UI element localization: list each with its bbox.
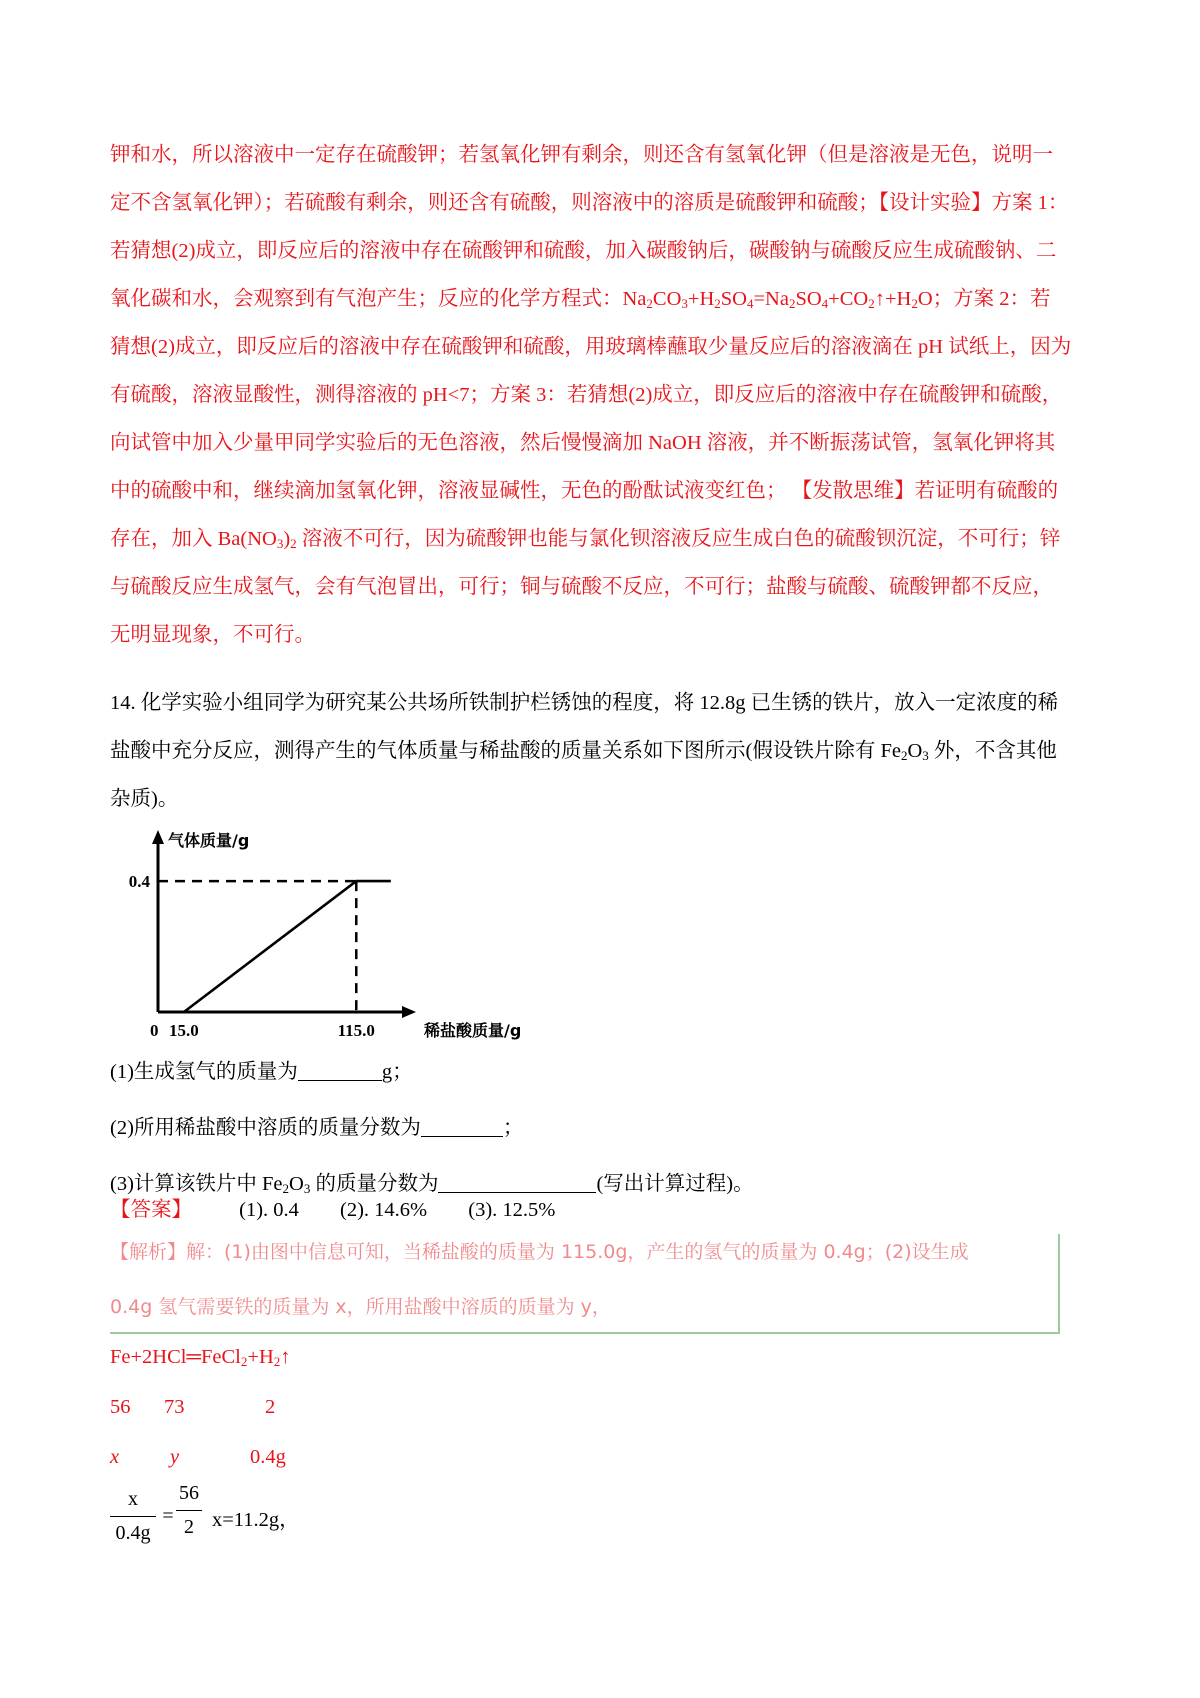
text-segment: (1)生成氢气的质量为 (110, 1061, 298, 1083)
fraction-denominator: 0.4g (115, 1522, 151, 1544)
text-segment: (3)计算该铁片中 Fe (110, 1173, 283, 1195)
unknown-value: x (110, 1446, 120, 1468)
fraction-numerator: 56 (179, 1482, 199, 1504)
sub-question-2 (110, 1100, 1100, 1156)
text-segment: 盐酸中充分反应，测得产生的气体质量与稀盐酸的质量关系如下图所示(假设铁片除有 Fe (110, 740, 901, 762)
question-line: 盐酸中充分反应，测得产生的气体质量与稀盐酸的质量关系如下图所示(假设铁片除有 $Fe_2O_3$ 外，不含其他 (110, 740, 1057, 763)
fraction-bar (176, 1510, 202, 1511)
equals-sign: = (162, 1505, 174, 1527)
text-line-formula: 存在，加入 $Ba(NO_3)_2$ 溶液不可行，因为硫酸钾也能与氯化钡溶液反应生成白色的硫酸钡沉淀，不可行；锌 (110, 528, 1061, 551)
answer-item: (2). 14.6% (340, 1199, 428, 1221)
solution-13-text (110, 131, 1100, 659)
answer-label: 【答案】 (110, 1199, 192, 1221)
text-segment: 的质量分数为 (315, 1173, 439, 1195)
text-line: 中的硫酸中和，继续滴加氢氧化钾，溶液显碱性，无色的酚酞试液变红色； 【发散思维】若证明有硫酸的 (110, 480, 1059, 502)
text-line-equation: 氧化碳和水，会观察到有气泡产生；反应的化学方程式：$Na_2CO_3+H_2SO_4=Na_2SO_4+CO_2↑+H_2O$；方案 2：若 (110, 288, 1051, 311)
mass-value: 2 (265, 1396, 276, 1418)
y-axis-label: 气体质量/g (168, 831, 250, 850)
fraction-bar (110, 1516, 156, 1517)
text-line: 有硫酸，溶液显酸性，测得溶液的 pH<7；方案 3：若猜想(2)成立，即反应后的溶液中存在硫酸钾和硫酸， (110, 384, 1063, 406)
analysis-block (110, 1234, 1060, 1334)
answer-blank[interactable] (421, 1116, 503, 1137)
question-line: 杂质)。 (110, 788, 179, 810)
y-axis-arrow (152, 830, 164, 844)
text-line: 钾和水，所以溶液中一定存在硫酸钾；若氢氧化钾有剩余，则还含有氢氧化钾（但是溶液是无色，说明一 (110, 144, 1053, 166)
text-segment: 溶液不可行，因为硫酸钾也能与氯化钡溶液反应生成白色的硫酸钡沉淀，不可行；锌 (296, 528, 1061, 550)
result-value: x=11.2g， (212, 1509, 300, 1531)
answer-line (110, 1192, 591, 1222)
gas-mass-chart (128, 822, 538, 1040)
answer-item: (3). 12.5% (468, 1199, 556, 1221)
x-tick-label: 115.0 (337, 1021, 375, 1040)
origin-label: 0 (150, 1021, 159, 1040)
text-segment: g； (381, 1061, 413, 1083)
x-axis-arrow (402, 1006, 416, 1018)
sub-questions (110, 1044, 1100, 1212)
text-segment: ↑ (280, 1346, 291, 1368)
text-segment: 外，不含其他 (933, 740, 1057, 762)
text-segment: ； (502, 1117, 524, 1139)
analysis-line: 0.4g 氢气需要铁的质量为 x，所用盐酸中溶质的质量为 y， (110, 1296, 611, 1318)
fraction-denominator: 2 (184, 1516, 194, 1538)
unknown-value: y (170, 1446, 180, 1468)
text-line: 向试管中加入少量甲同学实验后的无色溶液，然后慢慢滴加 NaOH 溶液，并不断振荡试管，氢氧化钾将其 (110, 432, 1056, 454)
mass-value: 56 (110, 1396, 131, 1418)
text-segment: (写出计算过程)。 (596, 1173, 754, 1195)
text-line: 若猜想(2)成立，即反应后的溶液中存在硫酸钾和硫酸，加入碳酸钠后，碳酸钠与硫酸反应生成硫酸钠、二 (110, 240, 1057, 262)
fraction-numerator: x (128, 1488, 138, 1510)
answer-blank[interactable] (438, 1172, 596, 1193)
text-segment: Fe+2HCl═FeCl (110, 1346, 241, 1368)
series-line (184, 881, 391, 1012)
text-segment: (2)所用稀盐酸中溶质的质量分数为 (110, 1117, 421, 1139)
question-line: 14. 化学实验小组同学为研究某公共场所铁制护栏锈蚀的程度，将 12.8g 已生锈的铁片，放入一定浓度的稀 (110, 692, 1059, 714)
text-segment: +H (247, 1346, 274, 1368)
text-line: 定不含氢氧化钾）；若硫酸有剩余，则还含有硫酸，则溶液中的溶质是硫酸钾和硫酸；【设计实验】方案 1： (110, 192, 1069, 214)
sub-question-1 (110, 1044, 1100, 1100)
y-tick-label: 0.4 (128, 872, 150, 892)
reaction-equation: $Fe+2HCl═FeCl_2+H_2↑$ (110, 1346, 291, 1369)
sub-question-3: (3)计算该铁片中 $Fe_2O_3$ 的质量分数为 (写出计算过程)。 (110, 1173, 754, 1196)
text-line: 与硫酸反应生成氢气，会有气泡冒出，可行；铜与硫酸不反应，不可行；盐酸与硫酸、硫酸钾都不反应， (110, 576, 1053, 598)
text-line: 无明显现象，不可行。 (110, 624, 315, 646)
text-segment: 存在，加入 Ba(NO (110, 528, 277, 550)
question-14 (110, 679, 1100, 823)
x-tick-label: 15.0 (168, 1021, 199, 1040)
analysis-line: 【解析】解：(1)由图中信息可知，当稀盐酸的质量为 115.0g，产生的氢气的质量为 0.4g；(2)设生成 (110, 1241, 969, 1263)
text-segment: 氧化碳和水，会观察到有气泡产生；反应的化学方程式： (110, 288, 623, 310)
answer-blank[interactable] (298, 1060, 382, 1081)
answer-item: (1). 0.4 (239, 1199, 299, 1221)
unknown-value: 0.4g (250, 1446, 286, 1468)
text-line: 猜想(2)成立，即反应后的溶液中存在硫酸钾和硫酸，用玻璃棒蘸取少量反应后的溶液滴在 pH 试纸上，因为 (110, 336, 1072, 358)
mass-value: 73 (164, 1396, 185, 1418)
x-axis-label: 稀盐酸质量/g (424, 1021, 522, 1040)
text-segment: ；方案 2：若 (932, 288, 1051, 310)
